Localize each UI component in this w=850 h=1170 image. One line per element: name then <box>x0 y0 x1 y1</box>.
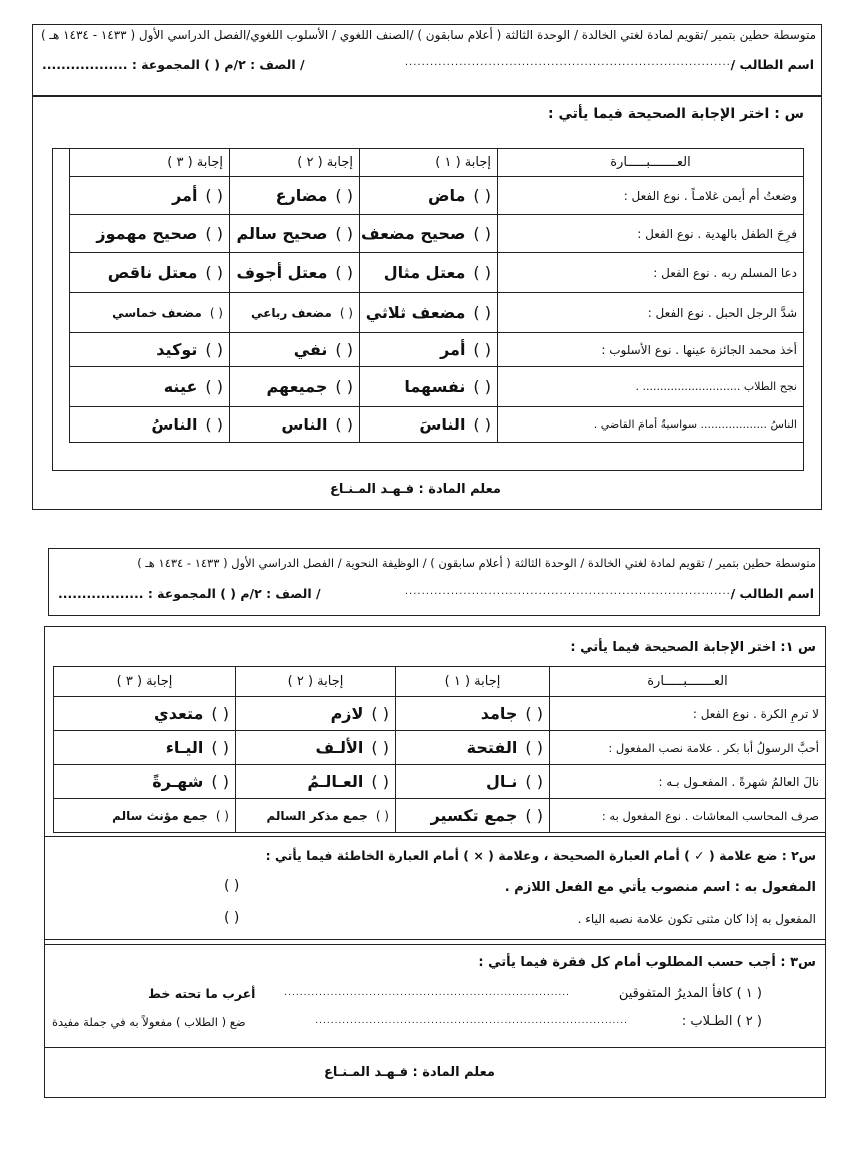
table-row <box>54 765 826 799</box>
answer-option[interactable]: ( )صحيح مضعف <box>360 215 498 253</box>
table-row <box>70 253 804 293</box>
table-row <box>70 333 804 367</box>
table-row <box>54 697 826 731</box>
answer-option[interactable]: ( )صحيح مهموز <box>70 215 230 253</box>
header-answer-3: إجابة ( ٣ ) <box>70 149 230 177</box>
row-statement: نجح الطلاب ............................ . <box>498 367 804 407</box>
sheet2-header-row <box>54 667 826 697</box>
sheet2-student-name-label: اسم الطالب / <box>730 586 814 601</box>
sheet2-student-name-field[interactable]: ............................................................................... <box>404 586 735 597</box>
row-statement: فرِحَ الطفل بالهدية . نوع الفعل : <box>498 215 804 253</box>
answer-option[interactable]: ( )جمع مذكر السالم <box>236 799 396 833</box>
sheet1-student-name-label: اسم الطالب / <box>730 57 814 72</box>
q3-sentence: ( ١ ) كافأ المديرُ المتفوقين <box>618 986 762 1001</box>
table-row <box>54 799 826 833</box>
header-answer-2: إجابة ( ٢ ) <box>236 667 396 697</box>
q2-answer-box[interactable]: ( ) <box>224 910 240 926</box>
table-row <box>70 177 804 215</box>
answer-option[interactable]: ( )نفسهما <box>360 367 498 407</box>
q3-task: أعرب ما تحته خط <box>148 986 256 1001</box>
header-answer-2: إجابة ( ٢ ) <box>230 149 360 177</box>
sheet2-class-label: / الصف : ٢/م ( ) المجموعة : .................. <box>58 586 321 601</box>
answer-option[interactable]: ( )جامد <box>396 697 550 731</box>
answer-option[interactable]: ( )أمر <box>70 177 230 215</box>
answer-option[interactable]: ( )معتل ناقص <box>70 253 230 293</box>
answer-option[interactable]: ( )شهـرةً <box>54 765 236 799</box>
row-statement: صرف المحاسب المعاشات . نوع المفعول به : <box>550 799 826 833</box>
answer-option[interactable]: ( )العـالـمُ <box>236 765 396 799</box>
table-row <box>54 731 826 765</box>
sheet1-class-label: / الصف : ٢/م ( ) المجموعة : .................. <box>42 57 305 72</box>
sheet1-header-row <box>70 149 804 177</box>
sheet2-teacher: معلم المادة : فـهـد المـنـاع <box>324 1065 495 1080</box>
answer-option[interactable]: ( )معتل أجوف <box>230 253 360 293</box>
row-statement: أحبَّ الرسولُ أبا بكر . علامة نصب المفعول : <box>550 731 826 765</box>
q3-sentence: ( ٢ ) الطـلاب : <box>681 1014 762 1029</box>
answer-option[interactable]: ( )ماض <box>360 177 498 215</box>
answer-option[interactable]: ( )الفتحة <box>396 731 550 765</box>
answer-option[interactable]: ( )نفي <box>230 333 360 367</box>
answer-option[interactable]: ( )الألـف <box>236 731 396 765</box>
header-answer-1: إجابة ( ١ ) <box>396 667 550 697</box>
sheet1-title: متوسطة حطين بتمير /تقويم لمادة لغتي الخالدة / الوحدة الثالثة ( أعلام سابقون ) /الصنف اللغوي / الأسلوب اللغوي/الفصل الدراسي الأول ( ١٤٣٣ - ١٤٣٤ هـ ) <box>40 28 816 42</box>
answer-option[interactable]: ( )الناسَ <box>360 407 498 443</box>
sheet2-q2: س٢ : ضع علامة ( ✓ ) أمام العبارة الصحيحة ، وعلامة ( × ) أمام العبارة الخاطئة فيما يأتي : <box>265 848 816 863</box>
sheet2-q1: س ١: اختر الإجابة الصحيحة فيما يأتي : <box>570 640 816 655</box>
row-statement: نالَ العالمُ شهرةً . المفعـول بـه : <box>550 765 826 799</box>
sheet1-student-name-field[interactable]: ............................................................................... <box>404 57 735 68</box>
row-statement: أخذ محمد الجائزة عينها . نوع الأسلوب : <box>498 333 804 367</box>
table-row <box>70 367 804 407</box>
answer-option[interactable]: ( )أمر <box>360 333 498 367</box>
q3-answer-field[interactable]: ................................................................................. <box>315 1016 628 1026</box>
answer-option[interactable]: ( )جمع مؤنث سالم <box>54 799 236 833</box>
sheet1-table <box>69 148 804 443</box>
answer-option[interactable]: ( )توكيد <box>70 333 230 367</box>
header-answer-3: إجابة ( ٣ ) <box>54 667 236 697</box>
table-row <box>70 293 804 333</box>
sheet2-title: متوسطة حطين بتمير / تقويم لمادة لغتي الخالدة / الوحدة الثالثة ( أعلام سابقون ) / الوظيفة النحوية / الفصل الدراسي الأول ( ١٤٣٣ - ١٤٣٤ هـ ) <box>137 556 816 570</box>
table-row <box>70 407 804 443</box>
answer-option[interactable]: ( )الناسُ <box>70 407 230 443</box>
answer-option[interactable]: ( )اليـاء <box>54 731 236 765</box>
answer-option[interactable]: ( )نـال <box>396 765 550 799</box>
answer-option[interactable]: ( )عينه <box>70 367 230 407</box>
answer-option[interactable]: ( )جمع تكسير <box>396 799 550 833</box>
row-statement: وضعتُ أم أيمن غلامـاً . نوع الفعل : <box>498 177 804 215</box>
sheet1-teacher: معلم المادة : فـهـد المـنـاع <box>330 482 501 497</box>
table-row <box>70 215 804 253</box>
q2-item: المفعول به : اسم منصوب يأتي مع الفعل اللازم . <box>504 880 816 895</box>
header-statement: العـــــــبـــــارة <box>550 667 826 697</box>
sheet2-q3: س٣ : أجب حسب المطلوب أمام كل فقرة فيما يأتي : <box>478 955 816 970</box>
answer-option[interactable]: ( )متعدي <box>54 697 236 731</box>
row-statement: لا ترمِ الكرة . نوع الفعل : <box>550 697 826 731</box>
q2-item: المفعول به إذا كان مثنى تكون علامة نصبه الياء . <box>577 912 816 926</box>
answer-option[interactable]: ( )معتل مثال <box>360 253 498 293</box>
answer-option[interactable]: ( )جميعهم <box>230 367 360 407</box>
header-answer-1: إجابة ( ١ ) <box>360 149 498 177</box>
row-statement: الناسُ ................... سواسيةٌ أمامَ القاضي . <box>498 407 804 443</box>
q2-answer-box[interactable]: ( ) <box>224 878 240 894</box>
header-statement: العـــــــبـــــارة <box>498 149 804 177</box>
q3-answer-field[interactable]: .......................................................................... <box>284 988 570 998</box>
row-statement: شدَّ الرجل الحبل . نوع الفعل : <box>498 293 804 333</box>
answer-option[interactable]: ( )مضعف رباعي <box>230 293 360 333</box>
answer-option[interactable]: ( )مضعف خماسي <box>70 293 230 333</box>
sheet1-question: س : اختر الإجابة الصحيحة فيما يأتي : <box>548 106 804 122</box>
answer-option[interactable]: ( )مضارع <box>230 177 360 215</box>
q3-task: ضع ( الطلاب ) مفعولاً به في جملة مفيدة <box>52 1015 246 1029</box>
answer-option[interactable]: ( )لازم <box>236 697 396 731</box>
sheet2-table <box>53 666 826 833</box>
row-statement: دعا المسلم ربه . نوع الفعل : <box>498 253 804 293</box>
answer-option[interactable]: ( )مضعف ثلاثي <box>360 293 498 333</box>
answer-option[interactable]: ( )الناس <box>230 407 360 443</box>
answer-option[interactable]: ( )صحيح سالم <box>230 215 360 253</box>
